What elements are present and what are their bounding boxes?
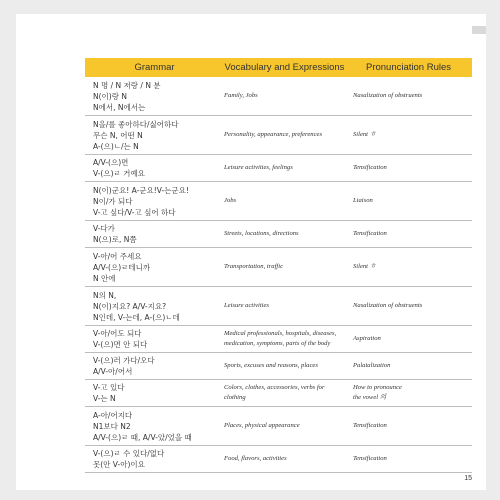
grammar-line: A-아/어지다 [93, 410, 133, 420]
pronunciation-cell: Tensification [353, 455, 387, 462]
vocabulary-cell: Streets, locations, directions [224, 230, 299, 237]
grammar-line: N에서, N에서는 [93, 102, 146, 112]
vocabulary-cell [224, 383, 345, 403]
grammar-line: A-(으)ㄴ/는 N [93, 141, 139, 151]
vocabulary-line: Colors, clothes, accessories, verbs for [224, 384, 325, 391]
header-vocabulary: Vocabulary and Expressions [224, 62, 345, 73]
grammar-line: N의 N, [93, 290, 117, 300]
pronunciation-cell: Nasalization of obstruents [353, 302, 423, 309]
grammar-cell [85, 80, 224, 113]
grammar-line: N 안에 [93, 273, 116, 283]
grammar-line: N(으)로, N쯤 [93, 235, 137, 244]
vocabulary-cell [224, 329, 345, 349]
grammar-line: N(이)군요! A-군요!V-는군요! [93, 185, 189, 195]
grammar-line: N 명 / N 저랑 / N 분 [93, 80, 161, 90]
grammar-line: V-는 N [93, 394, 116, 403]
table-header [85, 58, 472, 77]
vocabulary-cell: Food, flavors, activities [224, 455, 287, 462]
pronunciation-cell: Silent ㅎ [353, 131, 377, 138]
pronunciation-cell: Tensification [353, 422, 387, 429]
table-row [85, 77, 472, 116]
grammar-line: N(이)랑 N [93, 91, 127, 101]
page-number: 15 [464, 475, 472, 482]
table-row [85, 287, 472, 326]
grammar-line: V-고 싶다/V-고 싶어 하다 [93, 207, 176, 217]
table-row [85, 380, 472, 407]
table-row [85, 221, 472, 248]
grammar-line: N인데, V-는데, A-(으)ㄴ데 [93, 312, 180, 322]
table-row [85, 326, 472, 353]
vocabulary-cell: Places, physical appearance [224, 422, 300, 429]
table-row [85, 116, 472, 155]
grammar-cell [85, 355, 224, 377]
pronunciation-line: the vowel 의 [353, 394, 387, 401]
grammar-line: A/V-(으)ㄹ 때, A/V-았/었을 때 [93, 432, 192, 442]
grammar-line: A/V-(으)면 [93, 158, 129, 167]
grammar-cell [85, 119, 224, 152]
grammar-cell [85, 410, 224, 443]
header-grammar: Grammar [134, 62, 175, 73]
grammar-line: A/V-(으)ㄹ테니까 [93, 262, 151, 272]
grammar-line: A/V-아/어서 [93, 367, 133, 376]
pronunciation-line: How to pronounce [353, 384, 402, 391]
grammar-line: V-아/어도 되다 [93, 329, 142, 338]
vocabulary-cell: Transportation, traffic [224, 263, 283, 270]
table-row [85, 446, 472, 473]
table-row [85, 155, 472, 182]
grammar-line: N(이)지요? A/V-지요? [93, 301, 167, 311]
grammar-line: V-(으)면 안 되다 [93, 340, 148, 349]
grammar-cell [85, 290, 224, 323]
vocabulary-cell: Leisure activities [224, 302, 269, 309]
vocabulary-cell: Personality, appearance, preferences [224, 131, 323, 138]
table-row [85, 182, 472, 221]
book-page [16, 14, 486, 490]
grammar-line: V-다가 [93, 224, 115, 233]
vocabulary-line: Medical professionals, hospitals, diseases, [224, 330, 337, 337]
grammar-line: V-고 있다 [93, 383, 125, 392]
vocabulary-cell: Sports, excuses and reasons, places [224, 362, 318, 369]
grammar-cell [85, 223, 224, 245]
grammar-cell [85, 328, 224, 350]
vocabulary-cell: Jobs [224, 197, 237, 204]
pronunciation-cell [345, 383, 472, 403]
pronunciation-cell: Nasalization of obstruents [353, 92, 423, 99]
table-row [85, 407, 472, 446]
vocabulary-cell: Leisure activities, feelings [224, 164, 293, 171]
table-row [85, 353, 472, 380]
grammar-line: N이/가 되다 [93, 196, 133, 206]
grammar-line: V-(으)ㄹ 수 있다/없다 [93, 449, 165, 458]
vocabulary-line: medication, symptoms, parts of the body [224, 340, 331, 347]
grammar-line: V-(으)러 가다/오다 [93, 356, 155, 365]
table-row [85, 248, 472, 287]
header-pronunciation: Pronunciation Rules [365, 62, 452, 73]
page-tab [472, 26, 486, 34]
vocabulary-cell: Family, Jobs [224, 92, 258, 99]
pronunciation-cell: Aspiration [353, 335, 381, 342]
grammar-cell [85, 251, 224, 284]
grammar-line: V-(으)ㄹ 거예요 [93, 169, 145, 178]
pronunciation-cell: Palatalization [353, 362, 391, 369]
grammar-cell [85, 448, 224, 470]
grammar-line: N을/를 좋아하다/싫어하다 [93, 119, 179, 129]
grammar-cell [85, 382, 224, 404]
grammar-cell [85, 185, 224, 218]
pronunciation-cell: Tensification [353, 230, 387, 237]
pronunciation-cell: Liaison [353, 197, 373, 204]
contents-table [85, 58, 472, 473]
pronunciation-cell: Tensification [353, 164, 387, 171]
grammar-line: N1보다 N2 [93, 421, 131, 431]
grammar-cell [85, 157, 224, 179]
grammar-line: 무슨 N, 어떤 N [93, 130, 143, 140]
grammar-line: 못(안 V-아)이요 [93, 460, 145, 469]
table-body [85, 77, 472, 473]
vocabulary-line: clothing [224, 394, 246, 401]
grammar-line: V-아/어 주세요 [93, 251, 142, 261]
pronunciation-cell: Silent ㅎ [353, 263, 377, 270]
